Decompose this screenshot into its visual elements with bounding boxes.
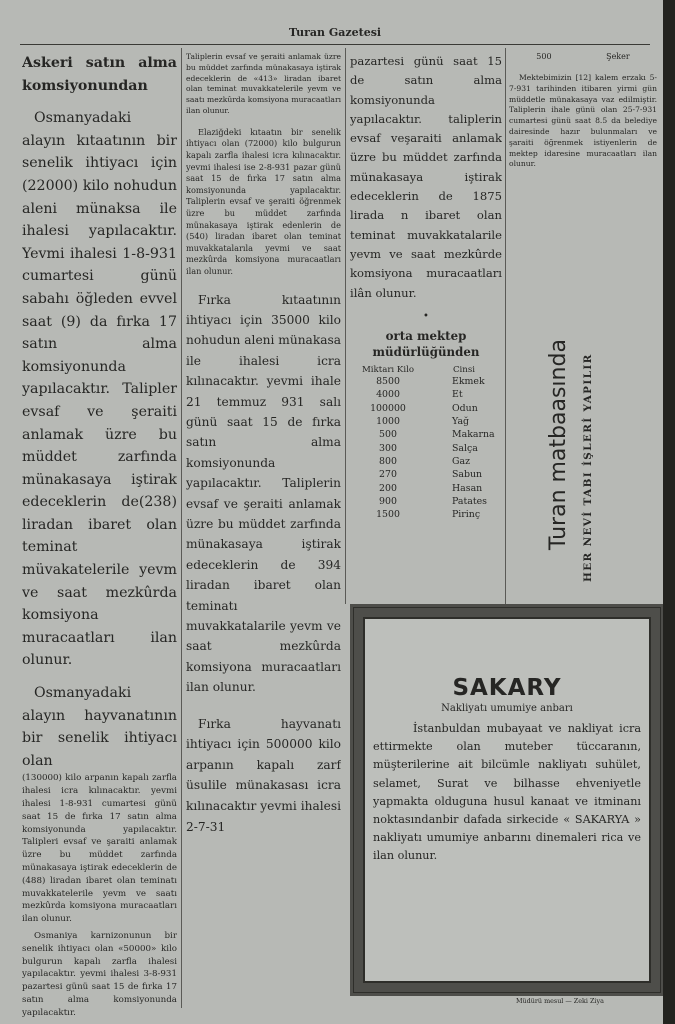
item-cell: Odun: [452, 402, 478, 414]
notice-body: Fırka kıtaatının ihtiyacı için 35000 kilo nohudun aleni münakasa ile ihalesi icra kılınacaktır. yevmi ihale 21 temmuz 931 salı günü saat 15 de fırka satın alma komsiyonunda yapılacaktır. Taliplerin evsaf ve şeraiti anlamak üzre bu müddet zarfında münakasaya iştirak edeceklerin de 394 liradan ibaret olan teminatı muvakkatalarile yevm ve saat mezkûrda komsiyona muracaatları ilan olunur.: [186, 292, 341, 695]
notice-body: Elaziğdeki kıtaatın bir senelik ihtiyacı olan (72000) kilo bulgurun kapalı zarfla ihalesi icra kılınacaktır. yevmi ihalesi ise 2-8-931 pazar günü saat 15 de fırka 17 satın alma komsiyonunda yapılacaktır. Taliplerin evsaf ve şeraiti öğrenmek üzre bu müddet zarfında münakasaya iştirak edenlerin de (540) liradan ibaret olan teminat muvakkatalarıla yevmi ve saat mezkûrda komsiyona muracaatları ilan olunur.: [186, 126, 341, 276]
item-cell: Yağ: [452, 416, 470, 428]
item-cell: Et: [452, 389, 463, 401]
advert-body: İstanbuldan mubayaat ve nakliyat icra ettirmekte olan muteber tüccaranın, müşterilerine ait bilcümle nakliyatı suhület, selamet, Surat ve bilhasse ehveniyetle yapmakta olduguna husul kanaat ve itminanı noktasındanbir dafada sirkecide « SAKARYA » nakliyatı umumiye anbarını dinemaleri rica ve ilan olunur.: [373, 722, 641, 863]
table-row: [350, 388, 502, 401]
footer-director: Müdürü mesul — Zeki Ziya: [516, 997, 604, 1005]
print-shop-ad: Turan matbaasında: [546, 339, 571, 550]
column-1: [22, 52, 177, 1017]
column-3: [350, 52, 502, 600]
newspaper-header: Turan Gazetesi: [288, 26, 382, 39]
quantity-cell: 4000: [376, 389, 400, 401]
item-cell: Ekmek: [452, 376, 485, 388]
quantity-cell: 270: [379, 469, 397, 481]
item-cell: Patates: [452, 495, 487, 507]
table-row: [350, 508, 502, 521]
table-row: [350, 482, 502, 495]
table-heading: orta mektep müdürlüğünden: [372, 328, 480, 360]
notice-body: Taliplerin evsaf ve şeraiti anlamak üzre bu müddet zarfında münakasaya iştirak edeceklerin de «413» liradan ibaret olan teminat muvakkatelerile yevm ve saatı mezkûrda komsiyona muracaatları ilan olunur.: [186, 52, 341, 115]
table-row: [350, 495, 502, 508]
item-cell: Makarna: [452, 429, 495, 441]
notice-lead: Osmanyadaki alayın hayvanatının bir senelik ihtiyacı olan: [22, 685, 177, 769]
column-divider-3: [505, 48, 506, 604]
notice-body: (130000) kilo arpanın kapalı zarfla ihalesi icra kılınacaktır. yevmi ihalesi 1-8-931 cumartesi günü saat 15 de fırka 17 satın alma komsiyonunda yapılacaktır. Talipleri evsaf ve şaraiti anlamak üzre bu müddet zarfında münakasaya iştirak edeceklerin de (488) liradan ibaret olan teminatı muvakkatelerile yevm ve saatı mezkûrda komsiyona muracaatları ilan olunur.: [22, 773, 177, 925]
notice-body: pazartesi günü saat 15 de satın alma komsiyonunda yapılacaktır. taliplerin evsaf veşaraiti anlamak üzre bu müddet zarfında münakasaya iştirak edeceklerin de 1875 lirada n ibaret olan teminat muvakkatalarile yevm ve saat mezkûrde komsiyona muracaatları ilân olunur.: [350, 54, 502, 300]
table-row: [350, 468, 502, 481]
quantity-cell: 8500: [376, 376, 400, 388]
notice-body: Osmanyadaki alayın kıtaatının bir senelik ihtiyacı için (22000) kilo nohudun aleni münaksa ile ihalesi yapılacaktır. Yevmi ihalesi 1-8-931 cumartesi günü sabahı öğleden evvel saat (9) da fırka 17 satın alma komsiyonunda yapılacaktır. Talipler evsaf ve şeraiti anlamak üzre bu müddet zarfında münakasaya iştirak edeceklerin de(238) liradan ibaret olan teminat müvakatelerile yevm ve saat mezkûrda komsiyona muracaatları ilan olunur.: [22, 110, 177, 669]
top-row: [509, 52, 657, 61]
notice-heading: Askeri satın alma komsiyonundan: [22, 55, 177, 94]
item-cell: Salça: [452, 442, 478, 454]
advert-subtitle: Nakliyatı umumiye anbarı: [441, 703, 573, 714]
table-header: Cinsi: [452, 364, 476, 375]
notice-body: Mektebimizin [12] kalem erzakı 5-7-931 tarihinden itibaren yirmi gün müddetle münakasaya vaz edilmiştir. Taliplerin ihale günü olan 25-7-931 cumartesi günü saat 8.5 da belediye dairesinde hazır bulunmaları ve şaraiti öğrenmek istiyenlerin de mektep idaresine muracaatları ilan olunur.: [509, 73, 657, 169]
table-row: [350, 442, 502, 455]
item-cell: Pirinç: [452, 509, 481, 521]
quantity-cell: 1500: [376, 509, 400, 521]
quantity-cell: 800: [379, 455, 397, 467]
advert-inner: [363, 617, 651, 983]
column-divider-1: [181, 48, 182, 1008]
table-row: [350, 415, 502, 428]
quantity-cell: 500: [536, 52, 552, 61]
quantity-cell: 100000: [370, 402, 406, 414]
binding-edge: [663, 0, 675, 1024]
notice-body: Fırka hayvanatı ihtiyacı için 500000 kilo arpanın kapalı zarf üsulile münakasası icra kılınacaktır yevmi ihalesi 2-7-31: [186, 716, 341, 834]
column-2: [186, 52, 341, 1017]
advert-title: SAKARY: [452, 675, 562, 701]
column-divider-2: [345, 48, 346, 604]
quantity-cell: 300: [379, 442, 397, 454]
item-cell: Gaz: [452, 455, 471, 467]
notice-body: Osmaniya karnizonunun bir senelik ihtiyacı olan «50000» kilo bulgurun kapalı zarfla ihalesi yapılacaktır. yevmi ihalesi 3-8-931 pazartesi günü saat 15 de fırka 17 satın alma komsiyonunda yapılacaktır.: [22, 930, 177, 1017]
table-row: [350, 402, 502, 415]
print-shop-tagline: HER NEVİ TABI İŞLERİ YAPILIR: [582, 353, 594, 582]
table-row: [350, 428, 502, 441]
supplies-table: [350, 365, 502, 522]
item-cell: Şeker: [606, 52, 630, 61]
table-row: [350, 375, 502, 388]
item-cell: Sabun: [452, 469, 483, 481]
quantity-cell: 900: [379, 495, 397, 507]
dot-separator: •: [423, 310, 429, 322]
item-cell: Hasan: [452, 482, 483, 494]
quantity-cell: 200: [379, 482, 397, 494]
sakarya-advert: [350, 604, 664, 996]
quantity-cell: 500: [379, 429, 397, 441]
table-row: [350, 455, 502, 468]
header-rule: [20, 44, 650, 45]
quantity-cell: 1000: [376, 416, 400, 428]
table-header: Miktarı Kilo: [361, 364, 414, 375]
